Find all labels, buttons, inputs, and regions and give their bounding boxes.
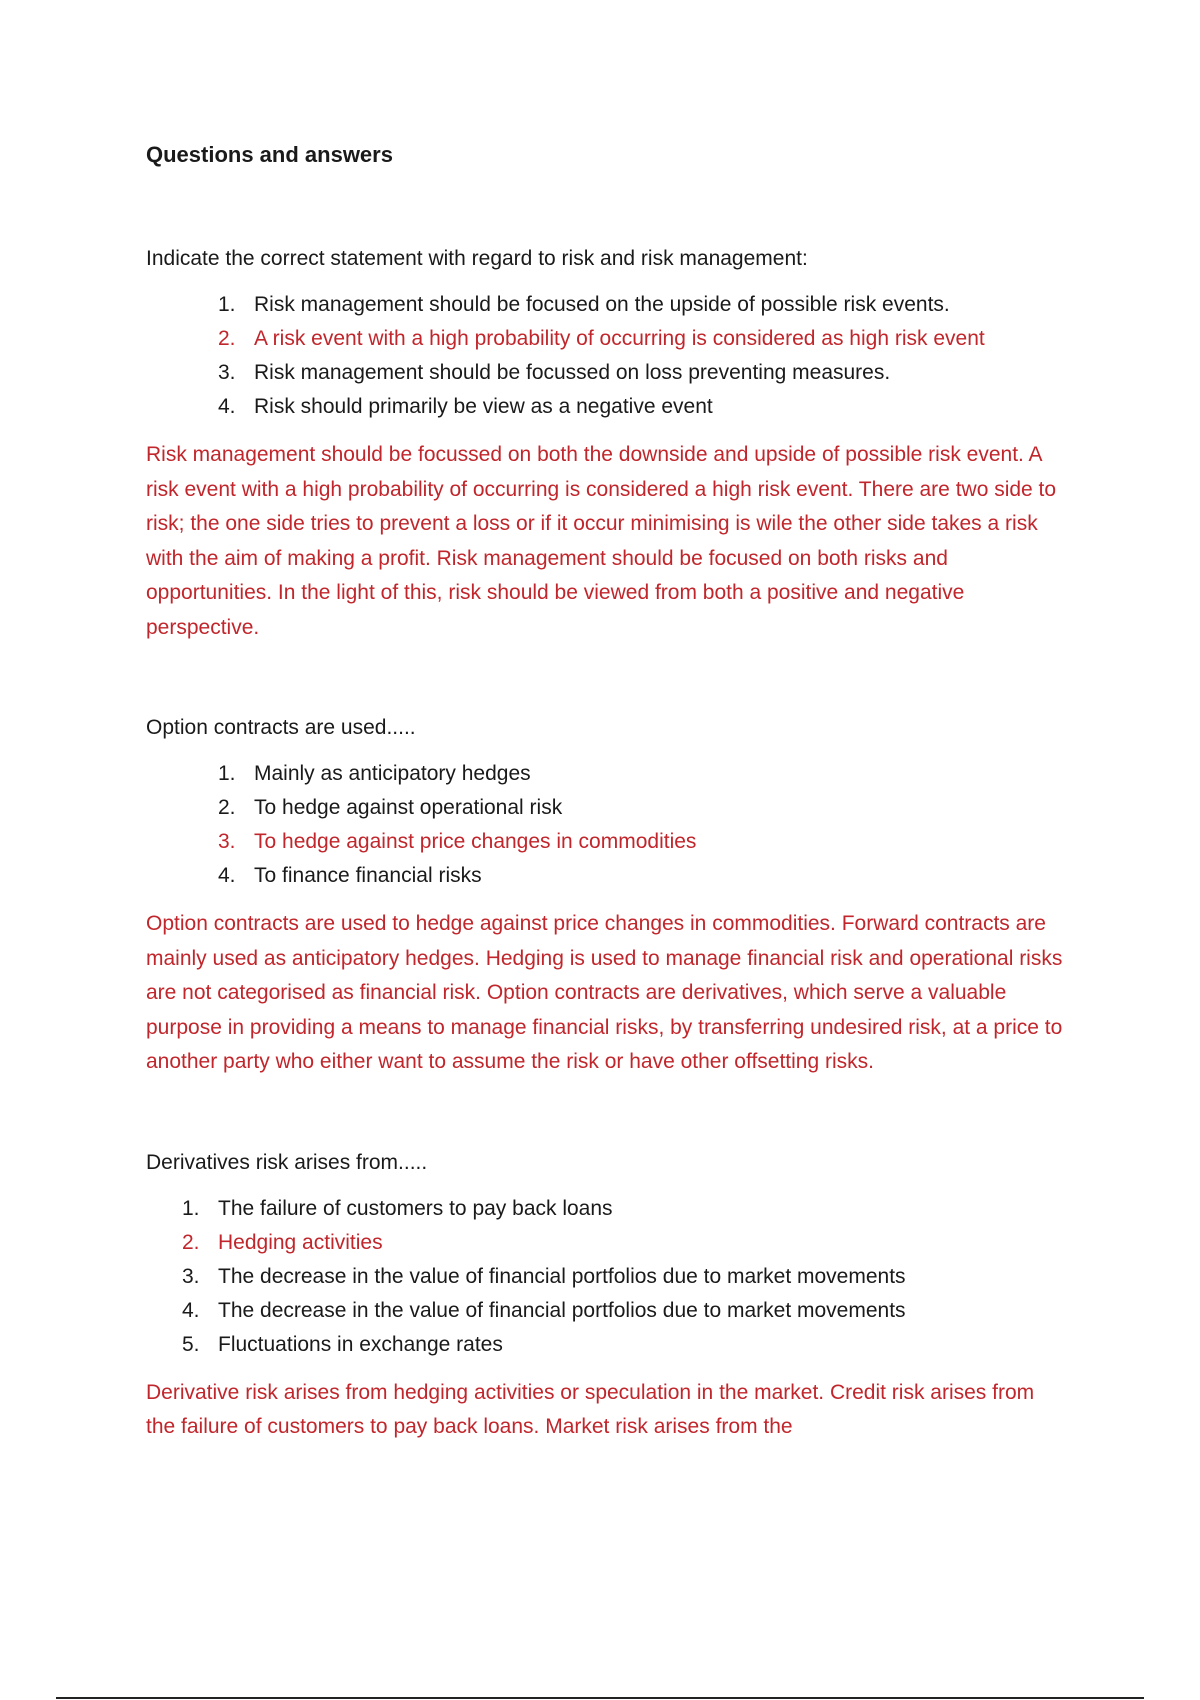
list-item bbox=[146, 791, 1066, 825]
option-number: 3. bbox=[182, 1264, 200, 1288]
page-title: Questions and answers bbox=[146, 142, 393, 167]
option-number: 4. bbox=[218, 395, 236, 418]
option-text: A risk event with a high probability of occurring is considered as high risk event bbox=[254, 327, 985, 350]
option-number: 5. bbox=[182, 1332, 200, 1356]
option-text: To finance financial risks bbox=[254, 864, 482, 887]
list-item bbox=[146, 288, 1066, 322]
list-item bbox=[146, 390, 1066, 424]
list-item bbox=[146, 1192, 1066, 1226]
option-number: 1. bbox=[182, 1196, 200, 1220]
option-text: Mainly as anticipatory hedges bbox=[254, 762, 531, 785]
answer-explanation: Option contracts are used to hedge against price changes in commodities. Forward contracts are mainly used as anticipatory hedges. Hedging is used to manage financial risk and operational risks are not categorised as financial risk. Option contracts are derivatives, which serve a valuable purpose in providing a means to manage financial risks, by transferring undesired risk, at a price to another party who either want to assume the risk or have other offsetting risks. bbox=[146, 912, 1063, 1073]
option-number: 4. bbox=[182, 1298, 200, 1322]
question-prompt: Option contracts are used..... bbox=[146, 716, 416, 739]
option-text: To hedge against operational risk bbox=[254, 796, 563, 819]
question-block-3 bbox=[146, 1146, 1066, 1445]
list-item-correct bbox=[146, 1226, 1066, 1260]
option-number: 3. bbox=[218, 830, 236, 853]
options-list bbox=[146, 1192, 1066, 1362]
question-block-1 bbox=[146, 242, 1066, 645]
option-number: 2. bbox=[218, 796, 236, 819]
footer-divider bbox=[56, 1697, 1144, 1699]
list-item bbox=[146, 356, 1066, 390]
option-number: 2. bbox=[218, 327, 236, 350]
question-prompt: Derivatives risk arises from..... bbox=[146, 1150, 428, 1174]
option-text: Hedging activities bbox=[218, 1230, 383, 1254]
option-text: The decrease in the value of financial portfolios due to market movements bbox=[218, 1298, 906, 1322]
option-number: 1. bbox=[218, 293, 236, 316]
option-number: 1. bbox=[218, 762, 236, 785]
list-item bbox=[146, 1260, 1066, 1294]
answer-explanation: Risk management should be focussed on both the downside and upside of possible risk event. A risk event with a high probability of occurring is considered a high risk event. There are two side to risk; the one side tries to prevent a loss or if it occur minimising is wile the other side takes a risk with the aim of making a profit. Risk management should be focused on both risks and opportunities. In the light of this, risk should be viewed from both a positive and negative perspective. bbox=[146, 443, 1057, 639]
option-number: 2. bbox=[182, 1230, 200, 1254]
option-text: To hedge against price changes in commodities bbox=[254, 830, 697, 853]
option-text: Risk should primarily be view as a negative event bbox=[254, 395, 713, 418]
option-number: 4. bbox=[218, 864, 236, 887]
option-text: The failure of customers to pay back loans bbox=[218, 1196, 613, 1220]
list-item-correct bbox=[146, 825, 1066, 859]
option-number: 3. bbox=[218, 361, 236, 384]
option-text: The decrease in the value of financial portfolios due to market movements bbox=[218, 1264, 906, 1288]
list-item bbox=[146, 757, 1066, 791]
document-page bbox=[146, 140, 1066, 1511]
option-text: Fluctuations in exchange rates bbox=[218, 1332, 503, 1356]
list-item bbox=[146, 1328, 1066, 1362]
options-list bbox=[146, 757, 1066, 893]
question-prompt: Indicate the correct statement with regard to risk and risk management: bbox=[146, 247, 808, 270]
options-list bbox=[146, 288, 1066, 424]
answer-explanation: Derivative risk arises from hedging activities or speculation in the market. Credit risk arises from the failure of customers to pay back loans. Market risk arises from the bbox=[146, 1380, 1035, 1438]
option-text: Risk management should be focussed on loss preventing measures. bbox=[254, 361, 891, 384]
question-block-2 bbox=[146, 711, 1066, 1080]
list-item-correct bbox=[146, 322, 1066, 356]
option-text: Risk management should be focused on the upside of possible risk events. bbox=[254, 293, 950, 316]
list-item bbox=[146, 859, 1066, 893]
list-item bbox=[146, 1294, 1066, 1328]
